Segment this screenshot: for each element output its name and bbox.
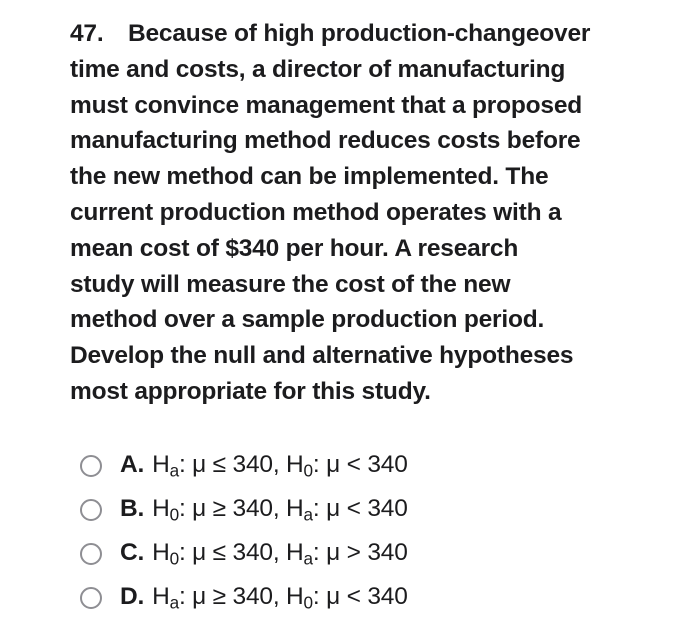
- option-d-label: D. $H_a$: μ ≥ 340, $H_0$: μ < 340: [120, 582, 408, 613]
- question-line-9: method over a sample production period.: [70, 306, 545, 334]
- answer-options: [80, 444, 640, 620]
- question-line-1: 47. Because of high production-changeover: [70, 16, 670, 52]
- radio-button-icon[interactable]: [80, 587, 102, 609]
- question-line-7: mean cost of $340 per hour. A research: [70, 234, 519, 262]
- question-text: [70, 16, 670, 410]
- radio-button-icon[interactable]: [80, 499, 102, 521]
- question-line-8: study will measure the cost of the new: [70, 270, 511, 298]
- question-line-11: most appropriate for this study.: [70, 377, 431, 405]
- question-line-2: time and costs, a director of manufacturing: [70, 55, 566, 83]
- question-number: 47.: [70, 20, 104, 47]
- option-letter: B.: [120, 494, 145, 522]
- question-line-5: the new method can be implemented. The: [70, 163, 549, 191]
- option-c[interactable]: [80, 532, 640, 576]
- radio-button-icon[interactable]: [80, 543, 102, 565]
- question-line-10: Develop the null and alternative hypotheses: [70, 342, 574, 370]
- option-a-label: A. $H_a$: μ ≤ 340, $H_0$: μ < 340: [120, 450, 408, 481]
- option-d[interactable]: [80, 576, 640, 620]
- radio-button-icon[interactable]: [80, 455, 102, 477]
- option-letter: C.: [120, 538, 145, 566]
- option-b-label: B. $H_0$: μ ≥ 340, $H_a$: μ < 340: [120, 494, 408, 525]
- option-b[interactable]: [80, 488, 640, 532]
- question-line-6: current production method operates with a: [70, 198, 562, 226]
- option-a[interactable]: [80, 444, 640, 488]
- question-line-3: must convince management that a proposed: [70, 91, 583, 119]
- option-c-label: C. $H_0$: μ ≤ 340, $H_a$: μ > 340: [120, 538, 408, 569]
- question-line-4: manufacturing method reduces costs before: [70, 127, 581, 155]
- option-letter: A.: [120, 450, 145, 478]
- option-letter: D.: [120, 582, 145, 610]
